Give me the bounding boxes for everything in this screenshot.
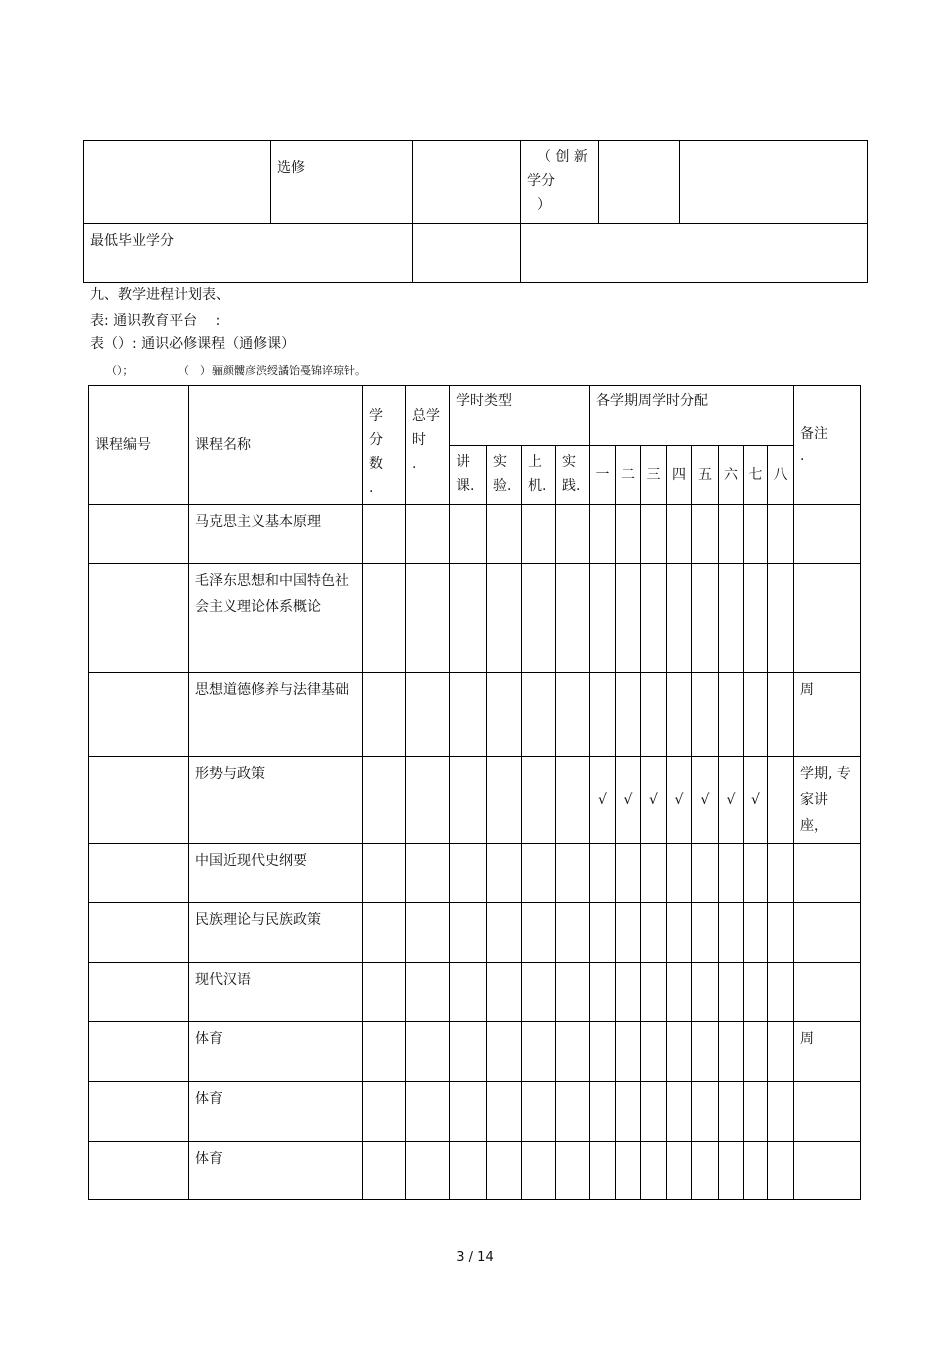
course-code-cell <box>89 963 189 1022</box>
semester-cell <box>616 505 641 564</box>
header-total-hours: 总学 时 . <box>406 386 450 505</box>
value-cell <box>522 1142 556 1200</box>
semester-cell <box>719 505 744 564</box>
header-semester-3: 三 <box>641 445 667 505</box>
elective-label: 选修 <box>271 141 413 224</box>
semester-cell <box>590 1142 616 1200</box>
semester-cell <box>616 1142 641 1200</box>
value-cell <box>450 1142 487 1200</box>
value-cell <box>556 505 590 564</box>
value-cell <box>450 903 487 963</box>
course-code-cell <box>89 1022 189 1082</box>
semester-cell <box>590 903 616 963</box>
semester-cell: √ <box>692 757 719 844</box>
value-cell <box>406 1082 450 1142</box>
semester-cell: √ <box>590 757 616 844</box>
header-semester-1: 一 <box>590 445 616 505</box>
semester-cell <box>692 844 719 903</box>
course-name: 现代汉语 <box>189 963 363 1022</box>
cell-blank <box>413 141 521 224</box>
value-cell <box>522 505 556 564</box>
semester-cell <box>590 963 616 1022</box>
remark-cell: 学期, 专家讲座， <box>794 757 861 844</box>
remark-cell <box>794 564 861 673</box>
course-name: 体育 <box>189 1142 363 1200</box>
value-cell <box>363 844 406 903</box>
course-code-cell <box>89 1142 189 1200</box>
semester-cell <box>641 1082 667 1142</box>
header-semester-7: 七 <box>744 445 768 505</box>
course-name: 马克思主义基本原理 <box>189 505 363 564</box>
semester-cell <box>641 1142 667 1200</box>
semester-cell <box>744 963 768 1022</box>
cell-blank <box>599 141 680 224</box>
value-cell <box>450 1082 487 1142</box>
semester-cell <box>616 673 641 757</box>
semester-cell <box>768 1022 794 1082</box>
semester-cell <box>719 903 744 963</box>
course-code-cell <box>89 903 189 963</box>
semester-cell <box>667 844 692 903</box>
semester-cell <box>667 505 692 564</box>
value-cell <box>450 673 487 757</box>
note-mid: （ ） <box>178 364 211 377</box>
semester-cell <box>590 564 616 673</box>
cell-blank <box>521 224 868 283</box>
semester-cell <box>744 564 768 673</box>
table-row <box>89 844 861 903</box>
semester-cell <box>768 1142 794 1200</box>
page-number: 3 / 14 <box>456 1250 494 1265</box>
semester-cell: √ <box>667 757 692 844</box>
course-table <box>88 385 861 1200</box>
semester-cell <box>719 673 744 757</box>
header-semester-dist: 各学期周学时分配 <box>590 386 794 446</box>
semester-cell: √ <box>616 757 641 844</box>
value-cell <box>406 844 450 903</box>
value-cell <box>406 1142 450 1200</box>
remark-cell <box>794 844 861 903</box>
semester-cell <box>616 564 641 673</box>
header-credits: 学 分 数 . <box>363 386 406 505</box>
course-name: 毛泽东思想和中国特色社会主义理论体系概论 <box>189 564 363 673</box>
value-cell <box>522 903 556 963</box>
remark-cell <box>794 903 861 963</box>
value-cell <box>450 1022 487 1082</box>
course-code-cell <box>89 564 189 673</box>
semester-cell <box>667 1082 692 1142</box>
value-cell <box>406 564 450 673</box>
value-cell <box>487 1022 522 1082</box>
value-cell <box>450 844 487 903</box>
value-cell <box>556 1022 590 1082</box>
semester-cell <box>768 903 794 963</box>
semester-cell <box>692 1142 719 1200</box>
semester-cell <box>641 564 667 673</box>
value-cell <box>556 963 590 1022</box>
header-semester-6: 六 <box>719 445 744 505</box>
semester-cell <box>768 1082 794 1142</box>
course-name: 民族理论与民族政策 <box>189 903 363 963</box>
semester-cell <box>590 1082 616 1142</box>
remark-cell <box>794 1142 861 1200</box>
min-credits-label: 最低毕业学分 <box>84 224 413 283</box>
semester-cell <box>616 963 641 1022</box>
value-cell <box>363 673 406 757</box>
semester-cell <box>719 1022 744 1082</box>
value-cell <box>487 903 522 963</box>
value-cell <box>522 564 556 673</box>
cell-blank <box>680 141 868 224</box>
value-cell <box>522 963 556 1022</box>
semester-cell <box>667 963 692 1022</box>
semester-cell <box>744 1022 768 1082</box>
value-cell <box>406 757 450 844</box>
course-name: 形势与政策 <box>189 757 363 844</box>
semester-cell <box>768 673 794 757</box>
value-cell <box>487 1142 522 1200</box>
value-cell <box>450 505 487 564</box>
value-cell <box>556 757 590 844</box>
value-cell <box>522 844 556 903</box>
semester-cell <box>590 673 616 757</box>
table-row <box>89 1142 861 1200</box>
value-cell <box>487 673 522 757</box>
table-row <box>89 673 861 757</box>
value-cell <box>363 1082 406 1142</box>
remark-cell <box>794 963 861 1022</box>
semester-cell <box>641 1022 667 1082</box>
header-semester-2: 二 <box>616 445 641 505</box>
table-row <box>89 1022 861 1082</box>
innovation-credit: （ 创 新 学分 ） <box>521 141 599 224</box>
semester-cell <box>641 844 667 903</box>
value-cell <box>522 673 556 757</box>
semester-cell <box>692 903 719 963</box>
semester-cell <box>616 903 641 963</box>
header-semester-4: 四 <box>667 445 692 505</box>
table-row <box>89 757 861 844</box>
semester-cell <box>768 963 794 1022</box>
semester-cell <box>667 564 692 673</box>
table-row <box>89 903 861 963</box>
semester-cell <box>590 844 616 903</box>
value-cell <box>522 1022 556 1082</box>
cell-blank <box>413 224 521 283</box>
table-row <box>89 564 861 673</box>
semester-cell <box>641 963 667 1022</box>
semester-cell: √ <box>719 757 744 844</box>
value-cell <box>556 1082 590 1142</box>
value-cell <box>363 505 406 564</box>
section-heading: 九、教学进程计划表、 <box>90 287 230 303</box>
value-cell <box>450 757 487 844</box>
semester-cell <box>744 505 768 564</box>
course-code-cell <box>89 844 189 903</box>
value-cell <box>406 963 450 1022</box>
value-cell <box>450 564 487 673</box>
remark-cell: 周 <box>794 673 861 757</box>
value-cell <box>363 1142 406 1200</box>
semester-cell <box>692 1022 719 1082</box>
course-name: 思想道德修养与法律基础 <box>189 673 363 757</box>
course-code-cell <box>89 505 189 564</box>
semester-cell <box>616 844 641 903</box>
value-cell <box>522 1082 556 1142</box>
value-cell <box>363 757 406 844</box>
semester-cell <box>692 673 719 757</box>
semester-cell <box>641 505 667 564</box>
semester-cell <box>667 673 692 757</box>
semester-cell <box>590 505 616 564</box>
value-cell <box>556 903 590 963</box>
semester-cell <box>768 505 794 564</box>
header-practice: 实 践. <box>556 445 590 505</box>
semester-cell <box>692 1082 719 1142</box>
semester-cell <box>744 903 768 963</box>
header-hour-type: 学时类型 <box>450 386 590 446</box>
header-semester-8: 八 <box>768 445 794 505</box>
value-cell <box>487 757 522 844</box>
course-name: 体育 <box>189 1022 363 1082</box>
value-cell <box>406 673 450 757</box>
table-row <box>89 505 861 564</box>
value-cell <box>406 505 450 564</box>
header-lab: 实 验. <box>487 445 522 505</box>
semester-cell <box>616 1082 641 1142</box>
semester-cell <box>719 844 744 903</box>
header-remarks: 备注 . <box>794 386 861 505</box>
course-code-cell <box>89 673 189 757</box>
value-cell <box>406 903 450 963</box>
course-code-cell <box>89 757 189 844</box>
header-semester-5: 五 <box>692 445 719 505</box>
header-course-name: 课程名称 <box>189 386 363 505</box>
header-lecture: 讲 课. <box>450 445 487 505</box>
semester-cell <box>768 757 794 844</box>
value-cell <box>363 903 406 963</box>
semester-cell <box>719 1082 744 1142</box>
table-row <box>89 963 861 1022</box>
semester-cell <box>667 903 692 963</box>
header-course-code: 课程编号 <box>89 386 189 505</box>
semester-cell: √ <box>744 757 768 844</box>
header-computer: 上 机. <box>522 445 556 505</box>
semester-cell <box>744 1082 768 1142</box>
semester-cell <box>744 673 768 757</box>
remark-cell <box>794 505 861 564</box>
semester-cell <box>590 1022 616 1082</box>
course-name: 体育 <box>189 1082 363 1142</box>
remark-cell <box>794 1082 861 1142</box>
value-cell <box>406 1022 450 1082</box>
note-left: （）； <box>106 364 134 377</box>
value-cell <box>487 963 522 1022</box>
value-cell <box>363 1022 406 1082</box>
semester-cell <box>667 1022 692 1082</box>
semester-cell: √ <box>641 757 667 844</box>
semester-cell <box>744 844 768 903</box>
table-row <box>89 1082 861 1142</box>
value-cell <box>522 757 556 844</box>
semester-cell <box>641 903 667 963</box>
table-course-caption: 表（）: 通识必修课程（通修课） <box>90 336 296 352</box>
value-cell <box>556 844 590 903</box>
course-code-cell <box>89 1082 189 1142</box>
semester-cell <box>667 1142 692 1200</box>
credits-table <box>83 140 868 283</box>
remark-cell: 周 <box>794 1022 861 1082</box>
semester-cell <box>692 564 719 673</box>
semester-cell <box>719 1142 744 1200</box>
value-cell <box>556 673 590 757</box>
table-platform-caption: 表: 通识教育平台 : <box>90 313 221 329</box>
value-cell <box>487 844 522 903</box>
semester-cell <box>719 963 744 1022</box>
cell-blank <box>84 141 271 224</box>
semester-cell <box>641 673 667 757</box>
semester-cell <box>768 564 794 673</box>
value-cell <box>487 1082 522 1142</box>
value-cell <box>487 564 522 673</box>
course-name: 中国近现代史纲要 <box>189 844 363 903</box>
value-cell <box>556 564 590 673</box>
semester-cell <box>692 963 719 1022</box>
value-cell <box>556 1142 590 1200</box>
value-cell <box>450 963 487 1022</box>
semester-cell <box>768 844 794 903</box>
semester-cell <box>719 564 744 673</box>
semester-cell <box>692 505 719 564</box>
note-text: 骊颜髏彦渋绶譎饴戞锦谇琼针。 <box>212 364 366 377</box>
value-cell <box>487 505 522 564</box>
value-cell <box>363 963 406 1022</box>
value-cell <box>363 564 406 673</box>
semester-cell <box>616 1022 641 1082</box>
semester-cell <box>744 1142 768 1200</box>
